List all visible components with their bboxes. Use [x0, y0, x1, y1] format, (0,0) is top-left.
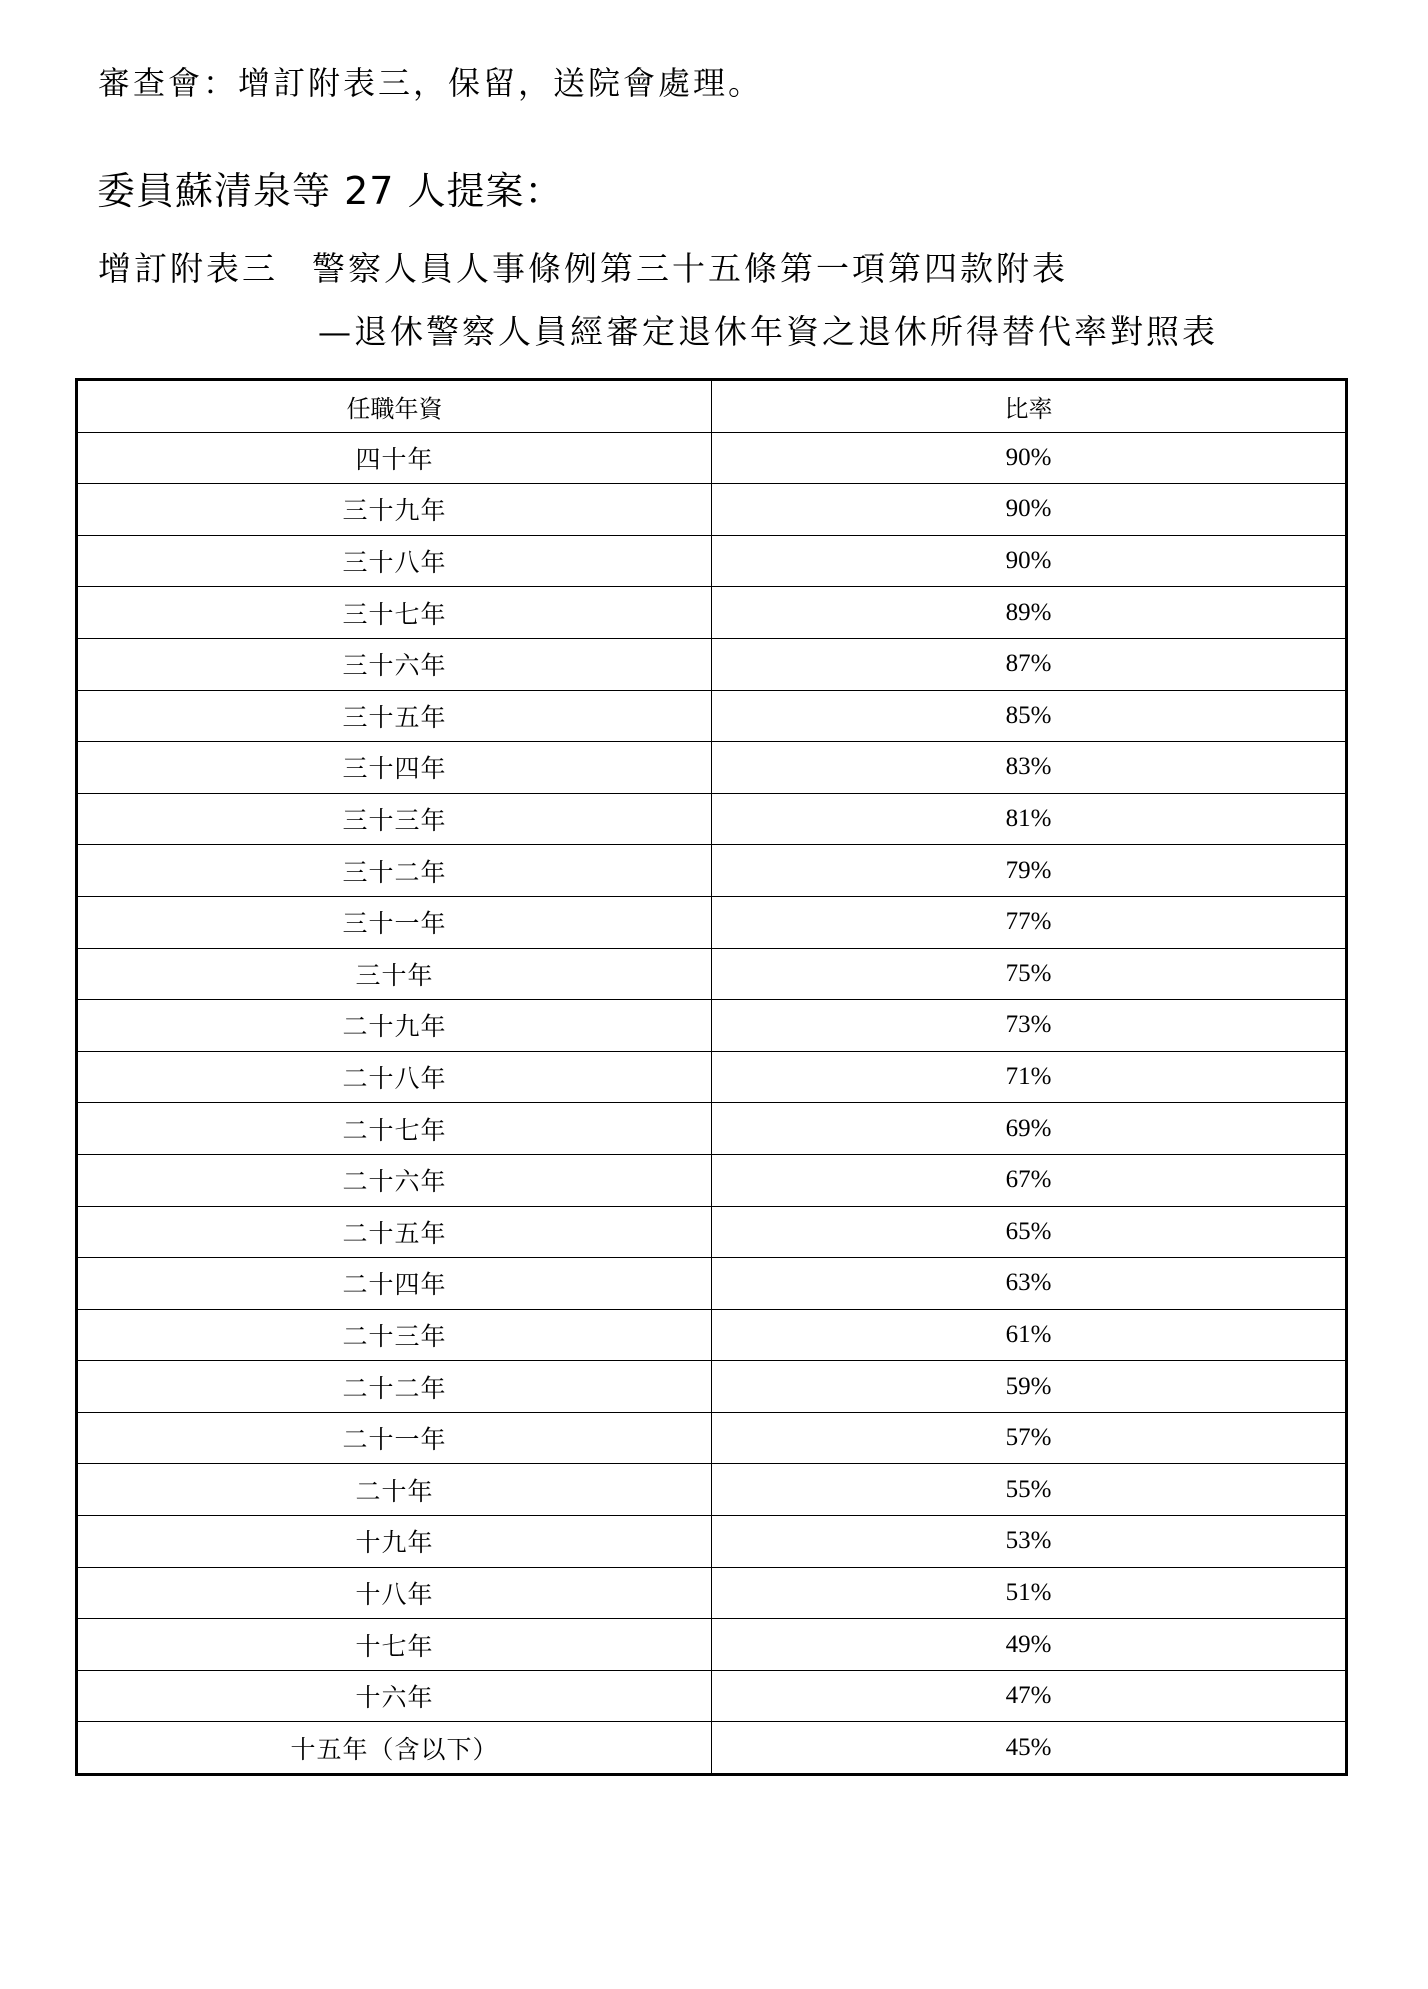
- header-rate: 比率: [712, 381, 1346, 432]
- years-of-service-cell: 四十年: [78, 432, 712, 484]
- appendix-title: [98, 243, 1068, 290]
- years-of-service-cell: 三十三年: [78, 793, 712, 845]
- rate-cell: 87%: [712, 638, 1346, 690]
- table-row: [78, 1464, 1345, 1516]
- rate-cell: 55%: [712, 1464, 1346, 1516]
- rate-cell: 79%: [712, 845, 1346, 897]
- years-of-service-cell: 十六年: [78, 1670, 712, 1722]
- years-of-service-cell: 二十四年: [78, 1258, 712, 1310]
- years-of-service-cell: 二十七年: [78, 1103, 712, 1155]
- rate-cell: 77%: [712, 896, 1346, 948]
- rate-cell: 59%: [712, 1361, 1346, 1413]
- table-row: [78, 742, 1345, 794]
- rate-cell: 45%: [712, 1722, 1346, 1773]
- years-of-service-cell: 三十年: [78, 948, 712, 1000]
- years-of-service-cell: 十七年: [78, 1619, 712, 1671]
- rate-cell: 47%: [712, 1670, 1346, 1722]
- table-row: [78, 793, 1345, 845]
- years-of-service-cell: 二十三年: [78, 1309, 712, 1361]
- rate-cell: 90%: [712, 484, 1346, 536]
- appendix-subtitle: —退休警察人員經審定退休年資之退休所得替代率對照表: [318, 312, 1218, 351]
- rate-cell: 73%: [712, 1000, 1346, 1052]
- years-of-service-cell: 三十四年: [78, 742, 712, 794]
- table-row: [78, 948, 1345, 1000]
- table-header-row: [78, 381, 1345, 432]
- table-row: [78, 1361, 1345, 1413]
- rate-cell: 71%: [712, 1051, 1346, 1103]
- years-of-service-cell: 二十一年: [78, 1412, 712, 1464]
- table-row: [78, 1567, 1345, 1619]
- table-row: [78, 484, 1345, 536]
- table-row: [78, 1051, 1345, 1103]
- years-of-service-cell: 三十七年: [78, 587, 712, 639]
- rate-cell: 67%: [712, 1154, 1346, 1206]
- table-row: [78, 587, 1345, 639]
- years-of-service-cell: 三十九年: [78, 484, 712, 536]
- appendix-title-text: 警察人員人事條例第三十五條第一項第四款附表: [312, 249, 1068, 288]
- appendix-label: 增訂附表三: [98, 249, 278, 288]
- rate-cell: 57%: [712, 1412, 1346, 1464]
- table-row: [78, 535, 1345, 587]
- rate-cell: 65%: [712, 1206, 1346, 1258]
- table-row: [78, 1722, 1345, 1773]
- years-of-service-cell: 三十二年: [78, 845, 712, 897]
- rate-cell: 51%: [712, 1567, 1346, 1619]
- years-of-service-cell: 二十六年: [78, 1154, 712, 1206]
- years-of-service-cell: 二十年: [78, 1464, 712, 1516]
- years-of-service-cell: 十八年: [78, 1567, 712, 1619]
- years-of-service-cell: 三十八年: [78, 535, 712, 587]
- rate-cell: 85%: [712, 690, 1346, 742]
- years-of-service-cell: 三十六年: [78, 638, 712, 690]
- table-row: [78, 638, 1345, 690]
- years-of-service-cell: 二十二年: [78, 1361, 712, 1413]
- table-row: [78, 1154, 1345, 1206]
- years-of-service-cell: 十五年（含以下）: [78, 1722, 712, 1773]
- table-row: [78, 1516, 1345, 1568]
- rate-cell: 61%: [712, 1309, 1346, 1361]
- review-note: 審查會：增訂附表三，保留，送院會處理。: [98, 64, 764, 102]
- rate-cell: 90%: [712, 535, 1346, 587]
- rate-cell: 81%: [712, 793, 1346, 845]
- rate-cell: 83%: [712, 742, 1346, 794]
- years-of-service-cell: 十九年: [78, 1516, 712, 1568]
- rate-cell: 75%: [712, 948, 1346, 1000]
- table-row: [78, 845, 1345, 897]
- table-row: [78, 690, 1345, 742]
- years-of-service-cell: 二十八年: [78, 1051, 712, 1103]
- rate-cell: 69%: [712, 1103, 1346, 1155]
- table-row: [78, 432, 1345, 484]
- years-of-service-cell: 二十九年: [78, 1000, 712, 1052]
- table-row: [78, 1258, 1345, 1310]
- years-of-service-cell: 二十五年: [78, 1206, 712, 1258]
- table-body: [78, 432, 1345, 1773]
- table-row: [78, 1619, 1345, 1671]
- rate-cell: 89%: [712, 587, 1346, 639]
- header-years-of-service: 任職年資: [78, 381, 712, 432]
- table-row: [78, 1412, 1345, 1464]
- years-of-service-cell: 三十一年: [78, 896, 712, 948]
- replacement-rate-table: [75, 378, 1348, 1776]
- proposal-heading: 委員蘇清泉等 27 人提案：: [97, 169, 564, 213]
- rate-cell: 63%: [712, 1258, 1346, 1310]
- table-row: [78, 1309, 1345, 1361]
- table-row: [78, 1670, 1345, 1722]
- rate-cell: 90%: [712, 432, 1346, 484]
- table-row: [78, 1206, 1345, 1258]
- table-row: [78, 1103, 1345, 1155]
- rate-cell: 53%: [712, 1516, 1346, 1568]
- rate-cell: 49%: [712, 1619, 1346, 1671]
- years-of-service-cell: 三十五年: [78, 690, 712, 742]
- table-row: [78, 896, 1345, 948]
- table-row: [78, 1000, 1345, 1052]
